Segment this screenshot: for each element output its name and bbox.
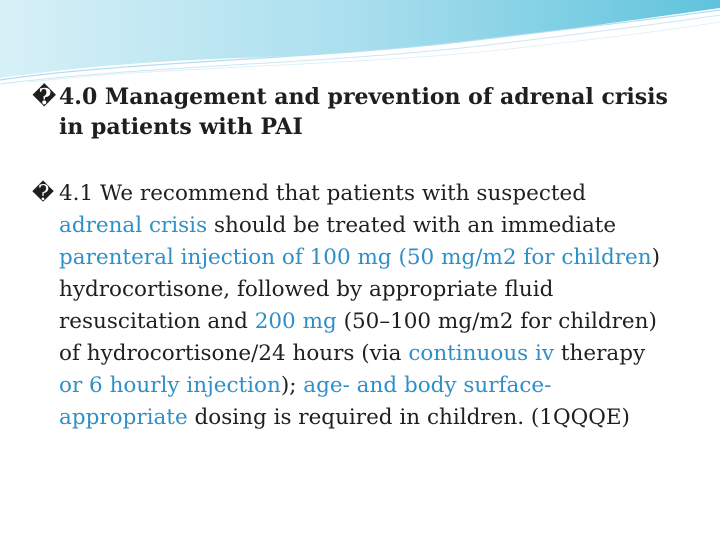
wave-band: [0, 0, 720, 78]
body-line-6: [32, 338, 692, 370]
slide-title: [32, 82, 692, 142]
body-line-text: resuscitation and: [59, 309, 255, 334]
body-line-7: [32, 370, 692, 402]
body-line-8: [32, 402, 692, 434]
highlight-text: appropriate: [59, 405, 188, 430]
slide-content: [32, 82, 692, 434]
body-line-text: (50–100 mg/m2 for children): [336, 309, 657, 334]
body-line-text: );: [280, 373, 304, 398]
body-bullet-icon: �: [32, 181, 55, 206]
highlight-text: age- and body surface-: [303, 373, 552, 398]
title-text-1: 4.0 Management and prevention of adrenal crisis: [59, 84, 668, 110]
highlight-text: continuous iv: [408, 341, 555, 366]
body-line-5: [32, 306, 692, 338]
highlight-text: or 6 hourly injection: [59, 373, 281, 398]
body-line-text: ): [651, 245, 661, 270]
recommendation-paragraph: [32, 178, 692, 434]
title-bullet-icon: �: [32, 84, 57, 110]
title-line-2: in patients with PAI: [59, 114, 303, 140]
top-wave-decoration: [0, 0, 720, 90]
body-line-text: therapy: [554, 341, 646, 366]
highlight-text: 200 mg: [254, 309, 337, 334]
highlight-text: adrenal crisis: [59, 213, 208, 238]
body-line-text: 4.1 We recommend that patients with suspected: [59, 181, 586, 206]
body-line-1: [32, 178, 692, 210]
highlight-text: parenteral injection of 100 mg (50 mg/m2 for children: [59, 245, 652, 270]
body-line-3: [32, 242, 692, 274]
body-line-text: of hydrocortisone/24 hours (via: [59, 341, 409, 366]
title-line-1: [32, 82, 692, 112]
body-line-2: [32, 210, 692, 242]
body-line-text: dosing is required in children. (1QQQE): [187, 405, 630, 430]
body-line-4: [32, 274, 692, 306]
body-line-text: should be treated with an immediate: [207, 213, 617, 238]
body-line-text: hydrocortisone, followed by appropriate fluid: [59, 277, 554, 302]
